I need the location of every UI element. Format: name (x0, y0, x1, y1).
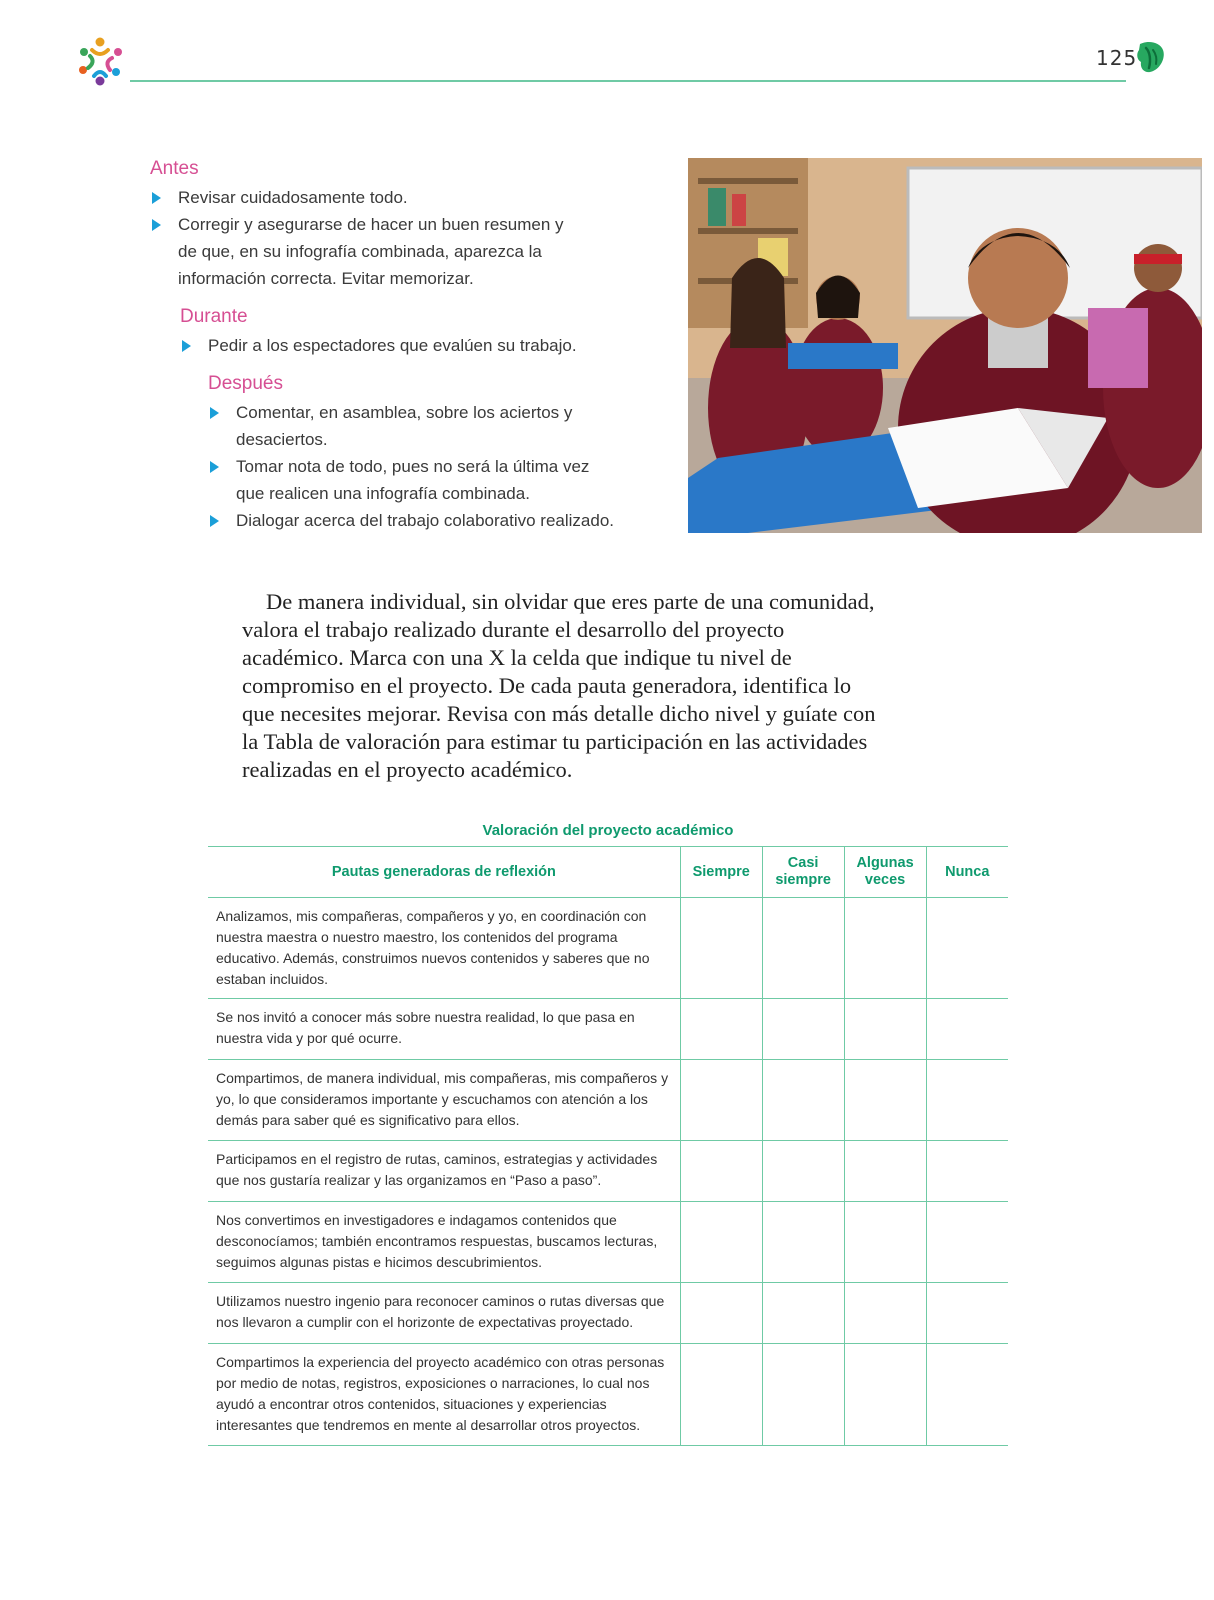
checkbox-cell-nunca[interactable] (926, 1344, 1008, 1446)
checkbox-cell-nunca[interactable] (926, 1202, 1008, 1283)
table-row (208, 1202, 1008, 1283)
column-header-algunas-veces: Algunas veces (844, 847, 926, 898)
guide-text: Compartimos la experiencia del proyecto académico con otras personas por medio de notas, registros, exposiciones o narraciones, lo cual nos ayudó a encontrar otros contenidos, situaciones y experiencias interesantes que tendremos en mente al desarrollar otros proyectos. (208, 1344, 680, 1446)
checkbox-cell-algunas-veces[interactable] (844, 999, 926, 1060)
column-header-nunca: Nunca (926, 847, 1008, 898)
checkbox-cell-casi-siempre[interactable] (762, 1202, 844, 1283)
evaluation-table (208, 846, 1008, 1446)
checkbox-cell-nunca[interactable] (926, 1060, 1008, 1141)
checkbox-cell-casi-siempre[interactable] (762, 1283, 844, 1344)
checkbox-cell-casi-siempre[interactable] (762, 1344, 844, 1446)
table-row (208, 1344, 1008, 1446)
checkbox-cell-siempre[interactable] (680, 999, 762, 1060)
despues-heading: Después (208, 373, 283, 394)
list-item: Revisar cuidadosamente todo. (150, 184, 670, 211)
guide-text: Nos convertimos en investigadores e indagamos contenidos que desconocíamos; también encontramos respuestas, buscamos lecturas, seguimos algunas pistas e hicimos descubrimientos. (208, 1202, 680, 1283)
antes-heading: Antes (150, 158, 199, 179)
despues-block (208, 373, 670, 534)
header-rule (130, 80, 1126, 82)
checkbox-cell-casi-siempre[interactable] (762, 1141, 844, 1202)
column-header-casi-siempre: Casi siempre (762, 847, 844, 898)
table-row (208, 1141, 1008, 1202)
checkbox-cell-algunas-veces[interactable] (844, 1202, 926, 1283)
checkbox-cell-casi-siempre[interactable] (762, 1060, 844, 1141)
checkbox-cell-algunas-veces[interactable] (844, 1344, 926, 1446)
page-number: 125 (1096, 46, 1138, 70)
checkbox-cell-siempre[interactable] (680, 1060, 762, 1141)
instruction-paragraph: De manera individual, sin olvidar que eres parte de una comunidad, valora el trabajo realizado durante el desarrollo del proyecto académico. Marca con una X la celda que indique tu nivel de compromiso en el proyecto. De cada pauta generadora, identifica lo que necesites mejorar. Revisa con más detalle dicho nivel y guíate con la Tabla de valoración para estimar tu participación en las actividades realizadas en el proyecto académico. (242, 589, 876, 782)
column-header-pautas: Pautas generadoras de reflexión (208, 847, 680, 898)
checkbox-cell-algunas-veces[interactable] (844, 1141, 926, 1202)
checkbox-cell-siempre[interactable] (680, 1202, 762, 1283)
steps-section (150, 158, 670, 534)
guide-text: Analizamos, mis compañeras, compañeros y yo, en coordinación con nuestra maestra o nuestro maestro, los contenidos del programa educativo. Además, construimos nuevos contenidos y saberes que no estaban incluidos. (208, 898, 680, 999)
green-leaf-icon (1134, 40, 1166, 74)
list-item: Tomar nota de todo, pues no será la última vez que realicen una infografía combinada. (208, 453, 606, 507)
table-row (208, 999, 1008, 1060)
list-item: Corregir y asegurarse de hacer un buen resumen y de que, en su infografía combinada, aparezca la información correcta. Evitar memorizar. (150, 211, 568, 292)
antes-list (150, 184, 670, 292)
checkbox-cell-nunca[interactable] (926, 1283, 1008, 1344)
table-row (208, 1060, 1008, 1141)
guide-text: Se nos invitó a conocer más sobre nuestra realidad, lo que pasa en nuestra vida y por qué ocurre. (208, 999, 680, 1060)
checkbox-cell-algunas-veces[interactable] (844, 1283, 926, 1344)
table-row (208, 898, 1008, 999)
guide-text: Participamos en el registro de rutas, caminos, estrategias y actividades que nos gustaría realizar y las organizamos en “Paso a paso”. (208, 1141, 680, 1202)
table-header-row (208, 847, 1008, 898)
durante-list (180, 332, 670, 359)
table-row (208, 1283, 1008, 1344)
list-item: Dialogar acerca del trabajo colaborativo realizado. (208, 507, 670, 534)
classroom-photo (688, 158, 1202, 533)
checkbox-cell-algunas-veces[interactable] (844, 898, 926, 999)
checkbox-cell-siempre[interactable] (680, 1283, 762, 1344)
guide-text: Utilizamos nuestro ingenio para reconocer caminos o rutas diversas que nos llevaron a cumplir con el horizonte de expectativas proyectado. (208, 1283, 680, 1344)
table-title: Valoración del proyecto académico (482, 822, 734, 839)
checkbox-cell-siempre[interactable] (680, 1141, 762, 1202)
checkbox-cell-nunca[interactable] (926, 1141, 1008, 1202)
checkbox-cell-nunca[interactable] (926, 999, 1008, 1060)
list-item: Pedir a los espectadores que evalúen su trabajo. (180, 332, 670, 359)
people-circle-logo-icon (72, 32, 128, 88)
durante-heading: Durante (180, 306, 248, 327)
despues-list (208, 399, 670, 534)
column-header-siempre: Siempre (680, 847, 762, 898)
checkbox-cell-casi-siempre[interactable] (762, 999, 844, 1060)
guide-text: Compartimos, de manera individual, mis compañeras, mis compañeros y yo, lo que consideramos importante y escuchamos con atención a los demás para saber qué es significativo para ellos. (208, 1060, 680, 1141)
durante-block (180, 306, 670, 359)
checkbox-cell-siempre[interactable] (680, 898, 762, 999)
checkbox-cell-siempre[interactable] (680, 1344, 762, 1446)
checkbox-cell-casi-siempre[interactable] (762, 898, 844, 999)
checkbox-cell-algunas-veces[interactable] (844, 1060, 926, 1141)
antes-block (150, 158, 670, 292)
checkbox-cell-nunca[interactable] (926, 898, 1008, 999)
list-item: Comentar, en asamblea, sobre los aciertos y desaciertos. (208, 399, 586, 453)
